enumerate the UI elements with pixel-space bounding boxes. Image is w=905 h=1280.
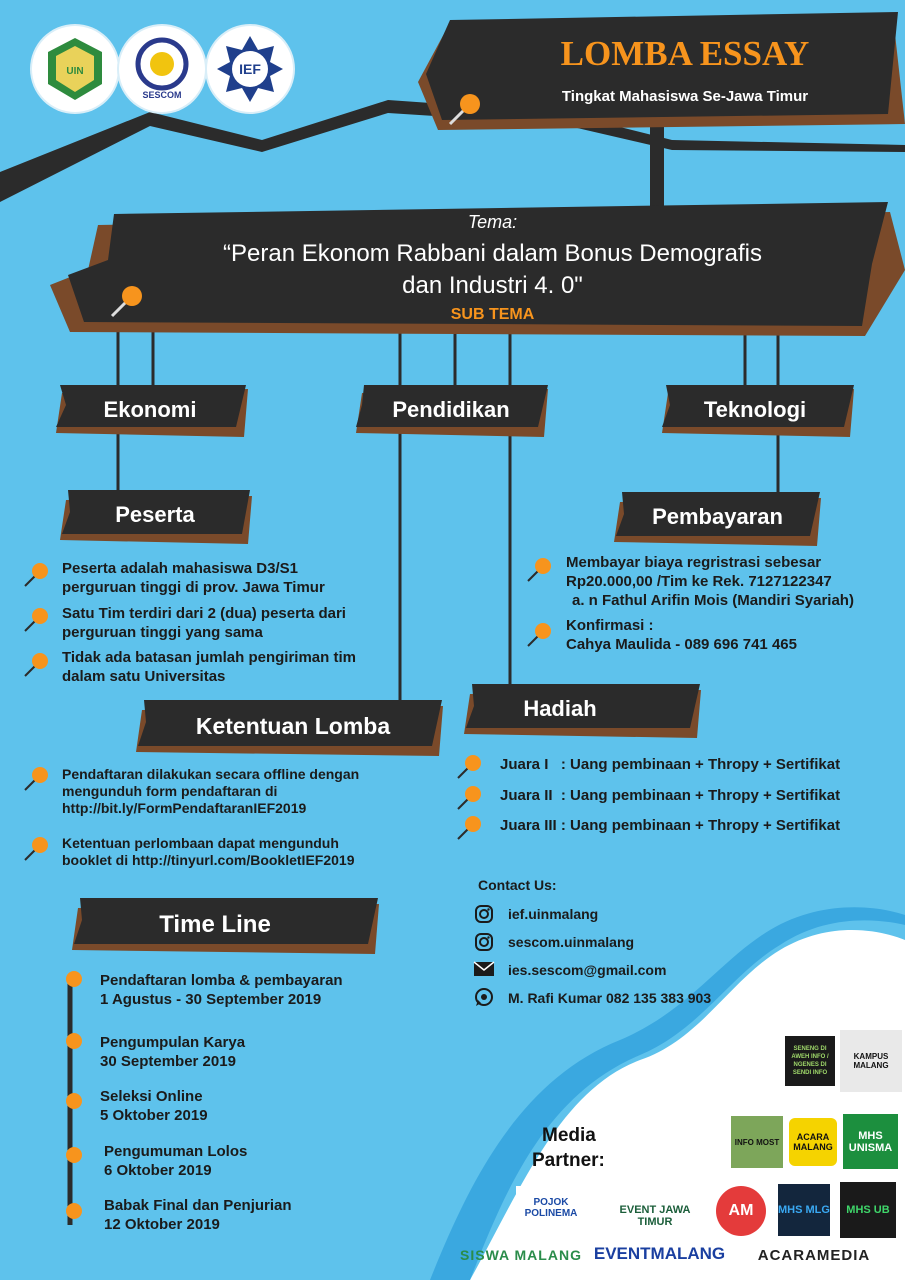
timeline-item-5-date: 12 Oktober 2019 [104, 1216, 220, 1233]
peserta-item-1-line-1: Peserta adalah mahasiswa D3/S1 [62, 560, 298, 577]
ketentuan-heading: Ketentuan Lomba [195, 713, 391, 739]
timeline-item-3-date: 5 Oktober 2019 [100, 1107, 208, 1124]
timeline-item-5-title: Babak Final dan Penjurian [104, 1197, 292, 1214]
pin-icon [108, 282, 148, 322]
timeline-pin-icon [58, 1144, 88, 1174]
pembayaran-item-1-line-2: Rp20.000,00 /Tim ke Rek. 7127122347 [566, 573, 832, 590]
svg-text:IEF: IEF [239, 61, 261, 77]
partner-logo-mhs-mlg: MHS MLG [778, 1184, 830, 1236]
sescom-logo [119, 26, 205, 112]
theme-line-2: dan Industri 4. 0" [402, 272, 583, 299]
pin-icon [525, 620, 555, 650]
partner-logo-pojok-polinema: POJOK POLINEMA [516, 1186, 586, 1230]
timeline-pin-icon [58, 1090, 88, 1120]
subtheme-teknologi: Teknologi [703, 397, 807, 422]
partner-logo-kampus-malang: KAMPUS MALANG [840, 1030, 902, 1092]
pin-icon [455, 783, 485, 813]
timeline-pin-icon [58, 968, 88, 998]
partner-logo-mhs-unisma: MHS UNISMA [843, 1114, 898, 1169]
ketentuan-item-2-line-1: Ketentuan perlombaan dapat mengunduh [62, 835, 339, 851]
timeline-item-2-title: Pengumpulan Karya [100, 1034, 246, 1051]
partner-logo-seneng: SENENG DI AWEH INFO / NGENES DI SENDI INFO [785, 1036, 835, 1086]
svg-text:SESCOM: SESCOM [142, 90, 182, 100]
timeline-item-2-date: 30 September 2019 [100, 1053, 236, 1070]
page-subtitle: Tingkat Mahasiswa Se-Jawa Timur [561, 88, 809, 105]
title-sign [418, 12, 905, 142]
timeline-item-4-date: 6 Oktober 2019 [104, 1162, 212, 1179]
partner-logo-eventmalang: EVENTMALANG [593, 1244, 726, 1263]
peserta-heading: Peserta [115, 502, 195, 527]
timeline-pin-icon [58, 1200, 88, 1230]
partner-logo-acaramedia: ACARAMEDIA [757, 1246, 871, 1264]
pin-icon [22, 764, 52, 794]
svg-text:UIN: UIN [66, 66, 84, 77]
whatsapp-icon [474, 987, 494, 1007]
ketentuan-item-1-line-3: http://bit.ly/FormPendaftaranIEF2019 [62, 800, 307, 816]
pin-icon [22, 650, 52, 680]
partner-logo-infomost: INFO MOST [731, 1116, 783, 1168]
partner-logo-acara-malang: ACARA MALANG [789, 1118, 837, 1166]
media-partner-label-1: Media [542, 1125, 596, 1146]
page-title: LOMBA ESSAY [560, 34, 810, 73]
ief-logo [207, 26, 293, 112]
ketentuan-item-1-line-1: Pendaftaran dilakukan secara offline dengan [62, 766, 360, 782]
contact-instagram-ief[interactable]: ief.uinmalang [508, 906, 599, 922]
mail-icon [473, 961, 495, 977]
timeline-item-1-title: Pendaftaran lomba & pembayaran [100, 972, 343, 989]
timeline-item-3-title: Seleksi Online [100, 1088, 203, 1105]
peserta-item-3-line-2: dalam satu Universitas [62, 668, 226, 685]
timeline-item-4-title: Pengumuman Lolos [104, 1143, 248, 1160]
pembayaran-item-1-line-1: Membayar biaya regristrasi sebesar [566, 554, 822, 571]
pin-icon [22, 605, 52, 635]
hadiah-item-2: Juara II : Uang pembinaan + Thropy + Sertifikat [500, 787, 841, 804]
partner-logo-am: AM [716, 1186, 766, 1236]
ketentuan-item-2-line-2: booklet di http://tinyurl.com/BookletIEF2019 [62, 852, 355, 868]
subtheme-ekonomi: Ekonomi [103, 397, 197, 422]
media-partner-label-2: Partner: [532, 1150, 605, 1171]
contact-instagram-sescom[interactable]: sescom.uinmalang [508, 934, 635, 950]
timeline-heading: Time Line [159, 911, 271, 938]
pembayaran-item-2-line-1: Konfirmasi : [566, 617, 654, 634]
pin-icon [446, 90, 486, 130]
pembayaran-item-1-line-3: a. n Fathul Arifin Mois (Mandiri Syariah) [572, 592, 854, 609]
timeline-item-1-date: 1 Agustus - 30 September 2019 [100, 991, 322, 1008]
pin-icon [22, 834, 52, 864]
ketentuan-item-1-line-2: mengunduh form pendaftaran di [62, 783, 278, 799]
pin-icon [22, 560, 52, 590]
instagram-icon [474, 932, 494, 952]
instagram-icon [474, 904, 494, 924]
partner-logo-event-jawa-timur: EVENT JAWA TIMUR [605, 1200, 705, 1232]
contact-email[interactable]: ies.sescom@gmail.com [508, 962, 667, 978]
timeline-pin-icon [58, 1030, 88, 1060]
peserta-item-3-line-1: Tidak ada batasan jumlah pengiriman tim [62, 649, 356, 666]
pin-icon [455, 752, 485, 782]
peserta-item-1-line-2: perguruan tinggi di prov. Jawa Timur [62, 579, 325, 596]
contact-heading: Contact Us: [478, 877, 557, 893]
pin-icon [525, 555, 555, 585]
pin-icon [455, 813, 485, 843]
hadiah-item-1: Juara I : Uang pembinaan + Thropy + Sertifikat [500, 756, 841, 773]
uin-malang-logo [32, 26, 118, 112]
contact-whatsapp[interactable]: M. Rafi Kumar 082 135 383 903 [508, 990, 712, 1006]
theme-label: Tema: [467, 212, 518, 232]
hadiah-item-3: Juara III : Uang pembinaan + Thropy + Sertifikat [500, 817, 841, 834]
pembayaran-item-2-line-2: Cahya Maulida - 089 696 741 465 [566, 636, 797, 653]
pembayaran-heading: Pembayaran [652, 504, 783, 529]
hadiah-heading: Hadiah [523, 696, 597, 721]
sub-theme-label: SUB TEMA [450, 306, 535, 323]
peserta-item-2-line-2: perguruan tinggi yang sama [62, 624, 263, 641]
subtheme-pendidikan: Pendidikan [392, 397, 510, 422]
partner-logo-siswa-malang: SISWA MALANG [460, 1247, 582, 1263]
partner-logo-mhs-ub: MHS UB [840, 1182, 896, 1238]
peserta-item-2-line-1: Satu Tim terdiri dari 2 (dua) peserta dari [62, 605, 346, 622]
theme-line-1: “Peran Ekonom Rabbani dalam Bonus Demografis [223, 240, 762, 267]
